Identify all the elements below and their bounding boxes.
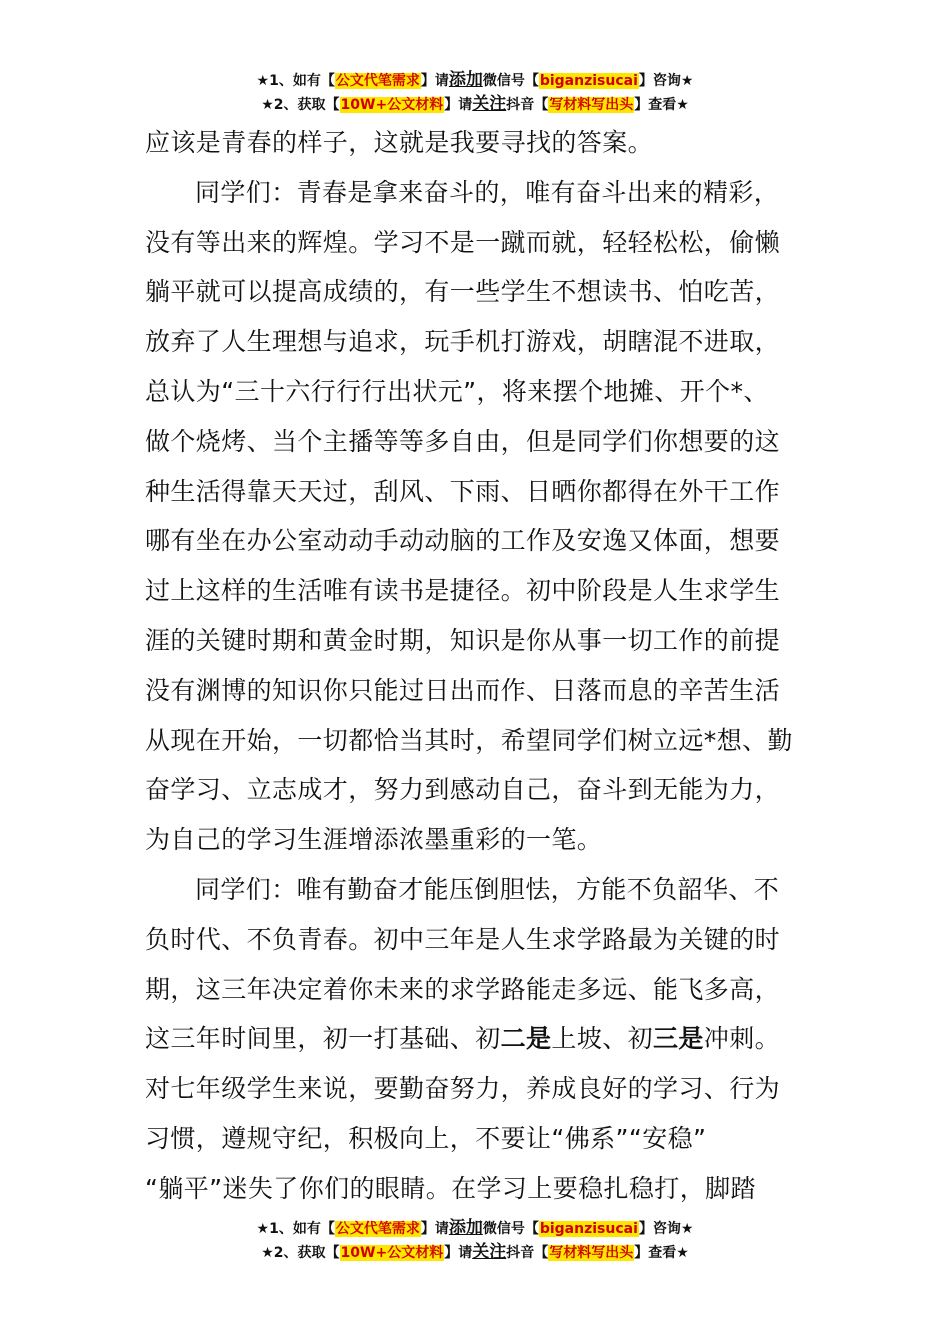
text-line: 没有渊博的知识你只能过日出而作、日落而息的辛苦生活 bbox=[145, 675, 781, 705]
text-line: 没有等出来的辉煌。学习不是一蹴而就，轻轻松松，偷懒 bbox=[145, 227, 781, 257]
highlight-wechat-id: biganzisucai bbox=[539, 1221, 638, 1237]
banner-text: 抖音【 bbox=[506, 97, 549, 113]
bold-text: 二是 bbox=[500, 1024, 552, 1054]
star-icon: ★ bbox=[256, 73, 270, 89]
star-icon: ★ bbox=[261, 1245, 274, 1261]
text-line: 对七年级学生来说，要勤奋努力，养成良好的学习、行为 bbox=[145, 1074, 781, 1104]
banner-text: 】请 bbox=[444, 1245, 473, 1261]
banner-text: 】请 bbox=[420, 73, 449, 89]
banner-text: 微信号【 bbox=[482, 1221, 539, 1237]
banner-line-2 bbox=[0, 92, 950, 116]
text-line: 同学们：唯有勤奋才能压倒胆怯，方能不负韶华、不 bbox=[195, 874, 780, 904]
text-line: 应该是青春的样子，这就是我要寻找的答案。 bbox=[145, 128, 654, 157]
highlight-douyin: 写材料写出头 bbox=[549, 1245, 634, 1261]
banner-text: 】查看★ bbox=[634, 97, 689, 113]
underlined-text: 添加 bbox=[448, 1218, 483, 1238]
bold-text: 三是 bbox=[653, 1024, 704, 1054]
star-icon: ★ bbox=[256, 1221, 270, 1237]
text-line: 做个烧烤、当个主播等等多自由，但是同学们你想要的这 bbox=[145, 426, 781, 456]
highlight-materials: 10W+公文材料 bbox=[340, 97, 444, 113]
text-line: 同学们：青春是拿来奋斗的，唯有奋斗出来的精彩， bbox=[195, 177, 780, 207]
text-line: 习惯，遵规守纪，积极向上，不要让“佛系”“安稳” bbox=[145, 1123, 707, 1153]
banner-text: 】咨询★ bbox=[638, 73, 694, 89]
banner-text: 】请 bbox=[444, 97, 473, 113]
footer-banner bbox=[0, 1216, 950, 1264]
document-body bbox=[145, 118, 810, 1214]
banner-text: 1、如有【 bbox=[269, 73, 335, 89]
text-line: 期，这三年决定着你未来的求学路能走多远、能飞多高， bbox=[145, 974, 781, 1004]
text-line bbox=[145, 1014, 810, 1064]
banner-text: 1、如有【 bbox=[269, 1221, 335, 1237]
underlined-text: 添加 bbox=[448, 70, 483, 90]
star-icon: ★ bbox=[261, 97, 274, 113]
banner-line-2 bbox=[0, 1240, 950, 1264]
banner-text: 】请 bbox=[420, 1221, 449, 1237]
text-line: 总认为“三十六行行行出状元”，将来摆个地摊、开个*、 bbox=[145, 376, 769, 406]
highlight-materials: 10W+公文材料 bbox=[340, 1245, 444, 1261]
text-line: 从现在开始，一切都恰当其时，希望同学们树立远*想、勤 bbox=[145, 725, 793, 755]
text-line: 涯的关键时期和黄金时期，知识是你从事一切工作的前提 bbox=[145, 625, 781, 655]
underlined-text: 关注 bbox=[472, 1242, 507, 1262]
banner-text: 】咨询★ bbox=[638, 1221, 694, 1237]
text-line: 放弃了人生理想与追求，玩手机打游戏，胡瞎混不进取， bbox=[145, 327, 781, 357]
underlined-text: 关注 bbox=[472, 94, 507, 114]
text-line: 过上这样的生活唯有读书是捷径。初中阶段是人生求学生 bbox=[145, 576, 781, 606]
banner-text: 2、获取【 bbox=[273, 1245, 340, 1261]
text-line: 躺平就可以提高成绩的，有一些学生不想读书、怕吃苦， bbox=[145, 277, 781, 307]
banner-text: 微信号【 bbox=[482, 73, 539, 89]
text-line: 种生活得靠天天过，刮风、下雨、日晒你都得在外干工作 bbox=[145, 476, 781, 506]
highlight-service: 公文代笔需求 bbox=[335, 1221, 420, 1237]
text-line: 奋学习、立志成才，努力到感动自己，奋斗到无能为力， bbox=[145, 775, 781, 805]
highlight-service: 公文代笔需求 bbox=[335, 73, 420, 89]
highlight-wechat-id: biganzisucai bbox=[539, 73, 638, 89]
banner-text: 2、获取【 bbox=[273, 97, 340, 113]
header-banner bbox=[0, 68, 950, 116]
text-span: 这三年时间里，初一打基础、初 bbox=[145, 1024, 501, 1054]
highlight-douyin: 写材料写出头 bbox=[549, 97, 634, 113]
banner-text: 抖音【 bbox=[506, 1245, 549, 1261]
text-line: “躺平”迷失了你们的眼睛。在学习上要稳扎稳打，脚踏 bbox=[145, 1173, 756, 1203]
banner-text: 】查看★ bbox=[634, 1245, 689, 1261]
banner-line-1 bbox=[0, 68, 950, 92]
banner-line-1 bbox=[0, 1216, 950, 1240]
text-line: 负时代、不负青春。初中三年是人生求学路最为关键的时 bbox=[145, 924, 781, 954]
text-span: 上坡、初 bbox=[551, 1024, 654, 1054]
text-line: 哪有坐在办公室动动手动动脑的工作及安逸又体面，想要 bbox=[145, 526, 781, 556]
text-span: 冲刺。 bbox=[703, 1024, 781, 1054]
text-line: 为自己的学习生涯增添浓墨重彩的一笔。 bbox=[145, 825, 603, 855]
